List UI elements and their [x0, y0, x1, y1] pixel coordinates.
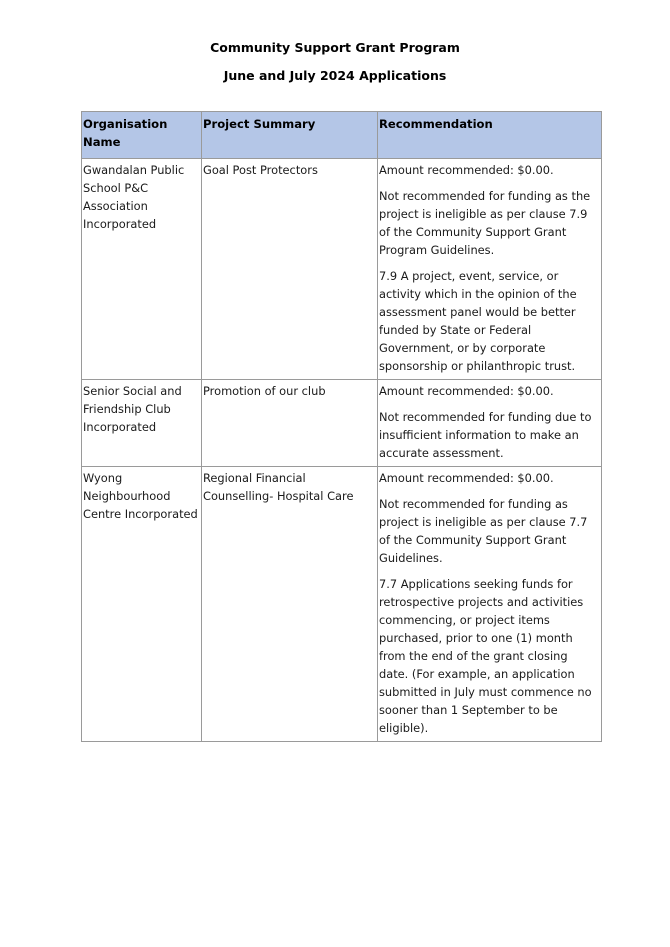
- table-header-row: [82, 112, 602, 159]
- header-recommendation: Recommendation: [378, 112, 602, 159]
- recommendation-reason: Not recommended for funding as the project is ineligible as per clause 7.9 of the Community Support Grant Program Guidelines.: [379, 189, 591, 257]
- organisation-cell: Senior Social and Friendship Club Incorporated: [82, 380, 202, 467]
- header-project-summary: Project Summary: [202, 112, 378, 159]
- recommendation-reason: Not recommended for funding due to insufficient information to make an accurate assessment.: [379, 410, 592, 460]
- document-subtitle: June and July 2024 Applications: [223, 68, 447, 83]
- header-organisation-name: Organisation Name: [82, 112, 202, 159]
- document-title: Community Support Grant Program: [210, 40, 460, 55]
- recommendation-clause: 7.9 A project, event, service, or activity which in the opinion of the assessment panel would be better funded by State or Federal Government, or by corporate sponsorship or philanthropic trust.: [379, 269, 577, 373]
- table-row: [82, 380, 602, 467]
- table-row: [82, 159, 602, 380]
- project-cell: Goal Post Protectors: [202, 159, 378, 380]
- recommendation-cell: [378, 467, 602, 742]
- recommendation-cell: [378, 159, 602, 380]
- table-row: [82, 467, 602, 742]
- project-cell: Promotion of our club: [202, 380, 378, 467]
- organisation-cell: Gwandalan Public School P&C Association Incorporated: [82, 159, 202, 380]
- recommendation-cell: [378, 380, 602, 467]
- recommendation-amount: Amount recommended: $0.00.: [379, 471, 554, 485]
- organisation-cell: Wyong Neighbourhood Centre Incorporated: [82, 467, 202, 742]
- project-cell: Regional Financial Counselling- Hospital Care: [202, 467, 378, 742]
- recommendation-amount: Amount recommended: $0.00.: [379, 163, 554, 177]
- recommendation-clause: 7.7 Applications seeking funds for retrospective projects and activities commencing, or project items purchased, prior to one (1) month from the end of the grant closing date. (For example, an application submitted in July must commence no sooner than 1 September to be eligible).: [379, 577, 592, 735]
- applications-table: [81, 111, 602, 742]
- recommendation-amount: Amount recommended: $0.00.: [379, 384, 554, 398]
- recommendation-reason: Not recommended for funding as project is ineligible as per clause 7.7 of the Community Support Grant Guidelines.: [379, 497, 588, 565]
